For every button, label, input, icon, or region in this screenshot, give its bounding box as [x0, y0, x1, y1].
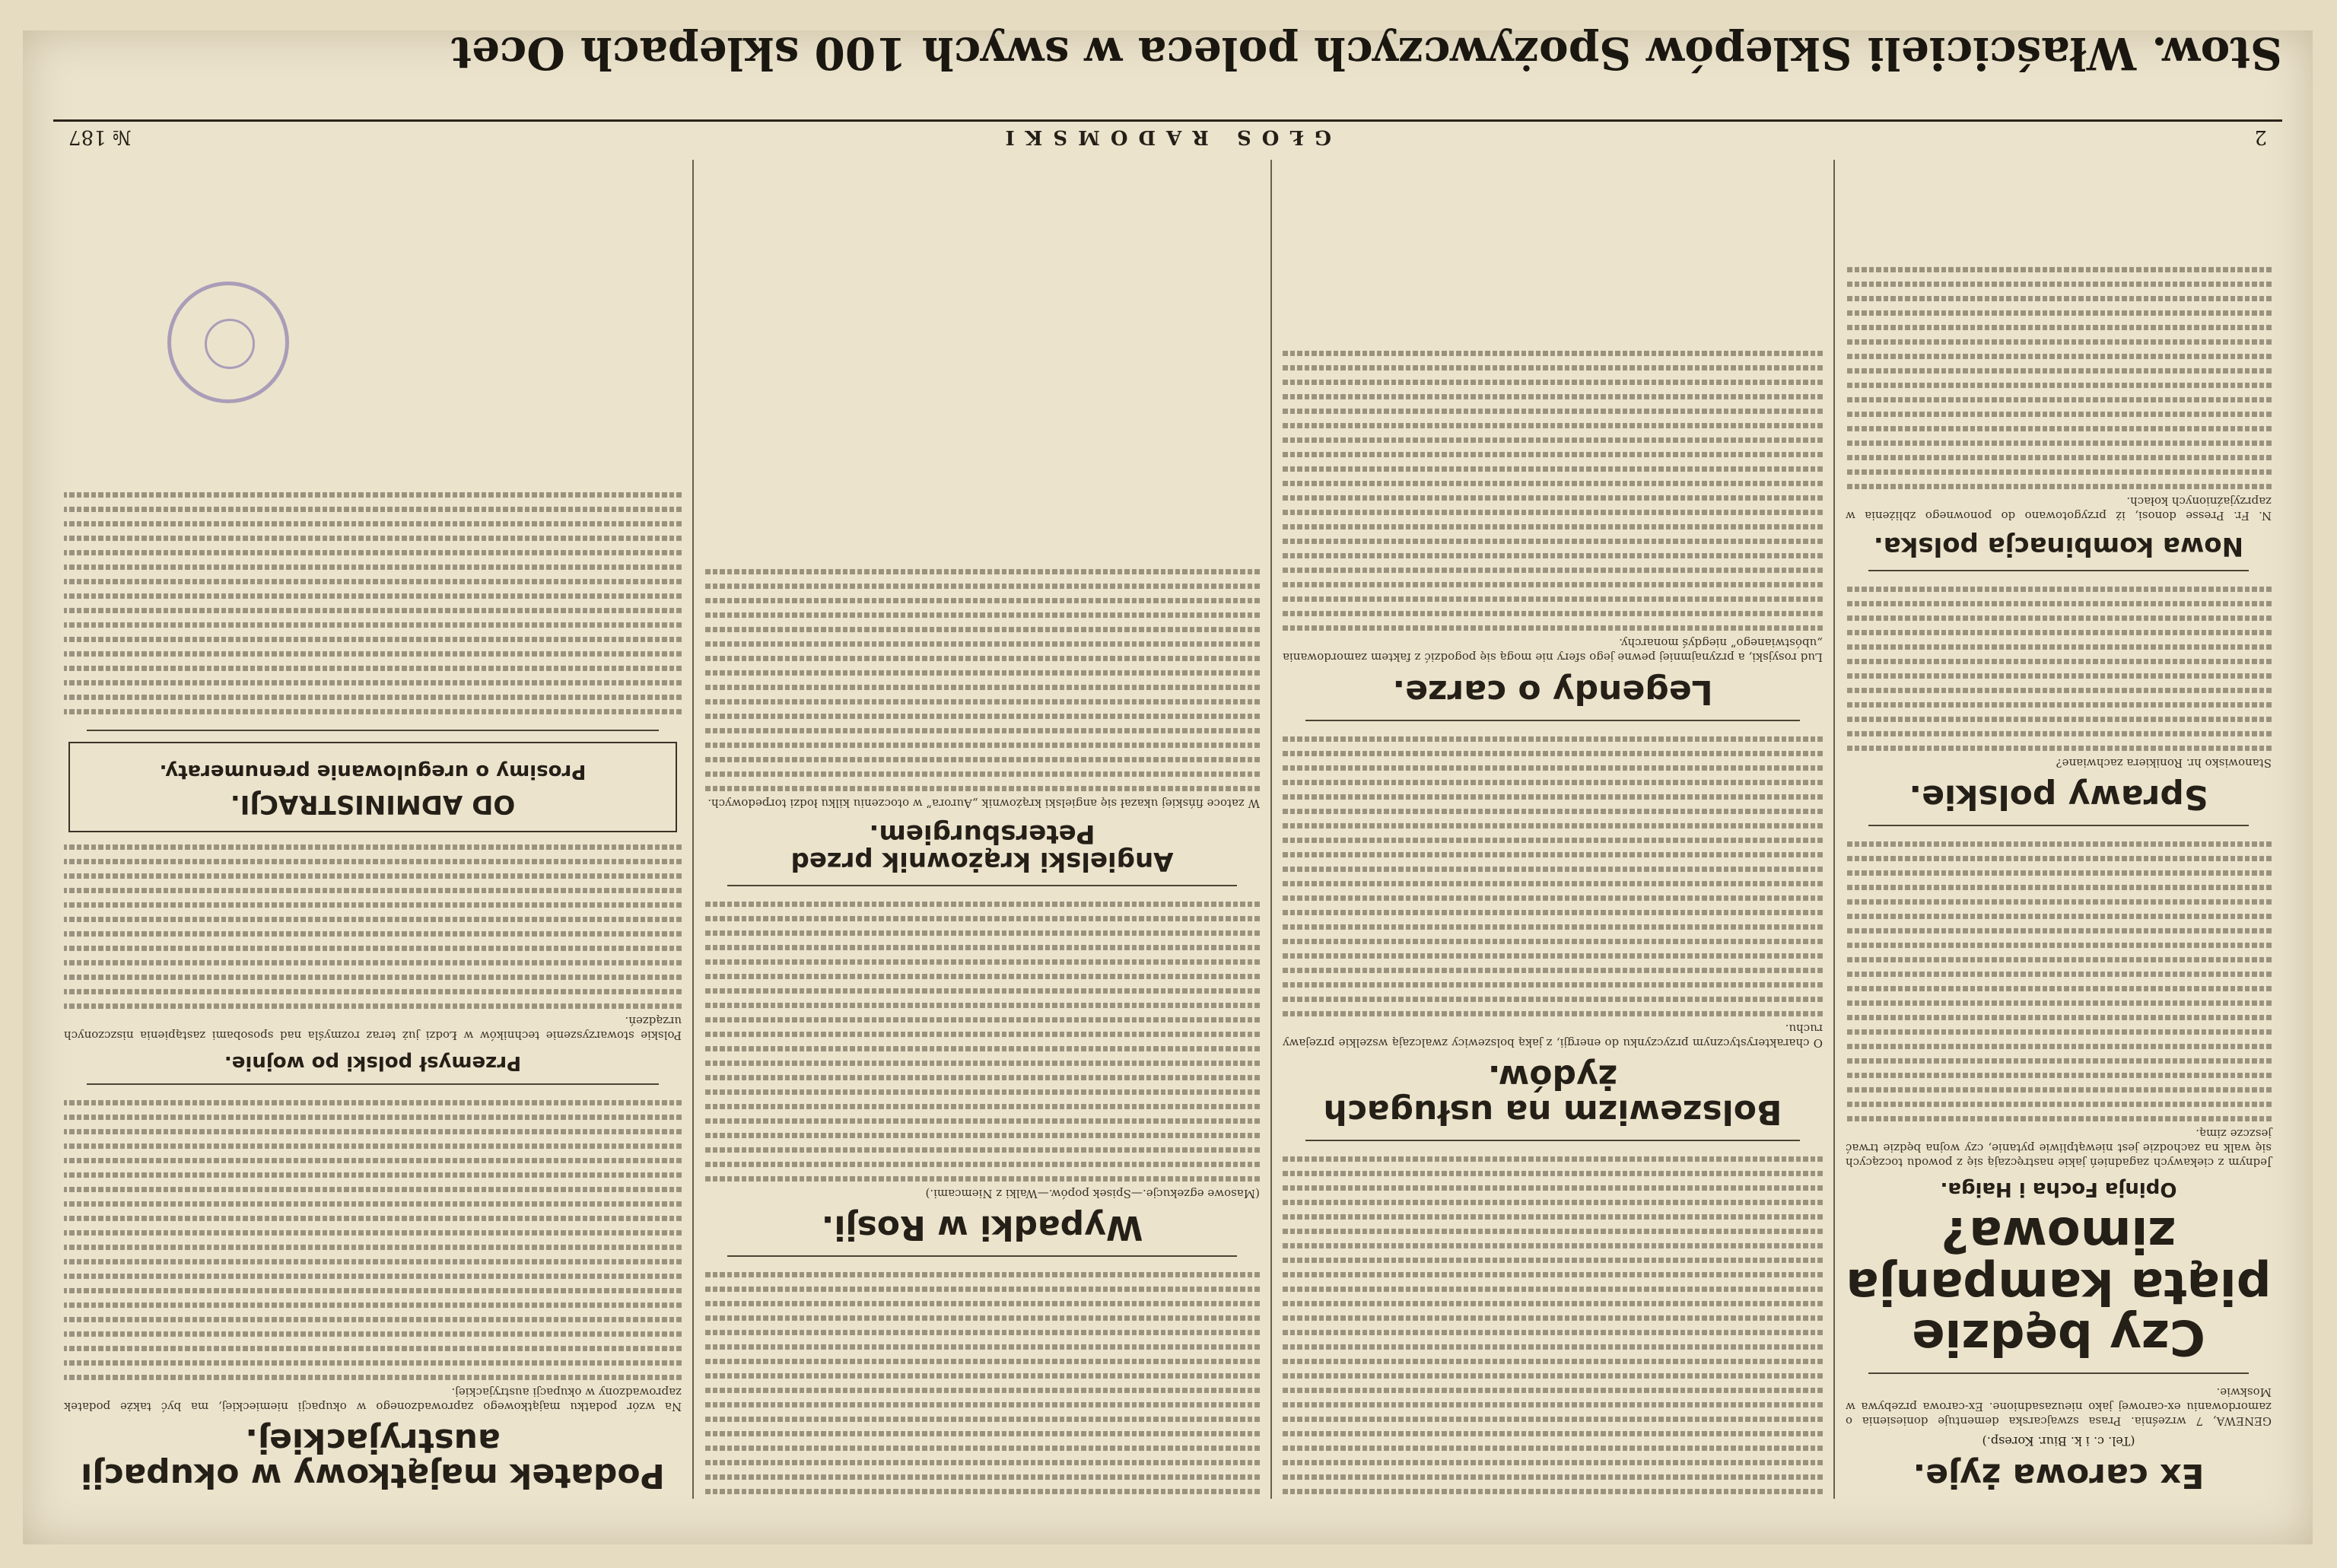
article-title: Sprawy polskie. [1909, 777, 2208, 816]
newspaper-sheet [23, 27, 2313, 1544]
divider [87, 1083, 659, 1085]
article-lead: GENEWA, 7 września. Prasa szwajcarska dementuje doniesienia o zamordowaniu ex-carowej jako nieuzasadnione. Ex-carowa przebywa w Moskwie. [1846, 1385, 2272, 1428]
divider [1305, 720, 1800, 721]
article-lead: Stanowisko hr. Ronikiera zachwiane? [2056, 755, 2272, 770]
article-body [64, 1096, 682, 1385]
article-source: (Tel. c. i k. Biur. Koresp.) [1982, 1433, 2135, 1449]
administration-notice [68, 742, 677, 832]
article-body [704, 565, 1260, 796]
article-body [64, 840, 682, 1013]
column-3 [692, 160, 1270, 1499]
masthead [53, 119, 2282, 152]
divider [1305, 1140, 1800, 1141]
column-2 [1270, 160, 1833, 1499]
article-lead: W zatoce fińskiej ukazał się angielski krążownik „Aurora” w otoczeniu kilku łodzi torpedowych. [707, 797, 1260, 811]
article-title: Czy będzie piąta kampanja zimowa? [1846, 1206, 2272, 1365]
divider [87, 730, 659, 731]
article-body [1846, 837, 2272, 1126]
article-title: Ex carowa żyje. [1913, 1456, 2205, 1495]
newspaper-name: GŁOS RADOMSKI [994, 126, 1331, 148]
article-body [704, 897, 1260, 1186]
article-body [704, 1267, 1260, 1499]
article-lead: Lud rosyjski, a przynajmniej pewne jego sfery nie mogą się pogodzić z faktem zamordowania „ubóstwianego” niegdyś monarchy. [1283, 636, 1823, 665]
advertisement-banner: Stow. Właścicieli Sklepów Spożywczych poleca w swych 100 sklepach Ocet [451, 27, 2282, 79]
article-title: Wypadki w Rosji. [821, 1208, 1143, 1247]
article-title: Przemysł polski po wojnie. [224, 1051, 522, 1074]
article-title: Bolszewizm na usługach żydów. [1323, 1057, 1782, 1131]
article-lead: Na wzór podatku majątkowego zaprowadzonego w okupacji niemieckiej, ma być także podatek zaprowadzony w okupacji austryjackiej. [64, 1385, 682, 1414]
article-lead: O charakterystycznym przyczynku do energji, z jaką bolszewicy zwalczają wszelkie przejawy ruchu. [1283, 1021, 1823, 1050]
article-body [64, 488, 682, 719]
article-body [1283, 732, 1823, 1021]
article-title: Legendy o carze. [1392, 672, 1713, 711]
article-body [1846, 582, 2272, 755]
article-columns [53, 160, 2282, 1499]
column-1 [1833, 160, 2282, 1499]
article-lead: Jednym z ciekawych zagadnień jakie nastręczają się z powodu toczących się walk na zachodzie jest niewątpliwie pytanie, czy wojna będzie trwać jeszcze zimą. [1846, 1126, 2272, 1169]
article-body [1846, 262, 2272, 494]
library-stamp-icon [167, 281, 289, 403]
divider [727, 1255, 1237, 1257]
article-subtitle: Opinja Focha i Haiga. [1940, 1178, 2177, 1201]
divider [1868, 1372, 2249, 1374]
article-title: Podatek majątkowy w okupacji austryjackiej. [81, 1420, 665, 1495]
article-body [1283, 346, 1823, 635]
page-number: 2 [2254, 126, 2267, 148]
divider [727, 885, 1237, 886]
article-title: Angielski krążownik przed Petersburgiem. [790, 819, 1174, 876]
divider [1868, 570, 2249, 571]
article-body [1283, 1152, 1823, 1499]
article-lead: Polskie stowarzyszenie techników w Łodzi już teraz rozmyśla nad sposobami zastąpienia niszczonych urządzeń. [64, 1014, 682, 1043]
divider [1868, 825, 2249, 826]
notice-title: OD ADMINISTRACJI. [230, 789, 516, 820]
article-lead: N. Fr. Presse donosi, iż przygotowano do ponownego zbliżenia w zaprzyjaźnionych kołach. [1846, 495, 2272, 523]
article-title: Nowa kombinacja polska. [1873, 530, 2244, 561]
article-lead: (Masowe egzekucje.—Spisek popów.—Walki z Niemcami.) [925, 1186, 1260, 1201]
issue-number: № 187 [68, 126, 132, 148]
column-4 [53, 160, 692, 1499]
notice-text: Prosimy o uregulowanie prenumeraty. [159, 759, 587, 783]
